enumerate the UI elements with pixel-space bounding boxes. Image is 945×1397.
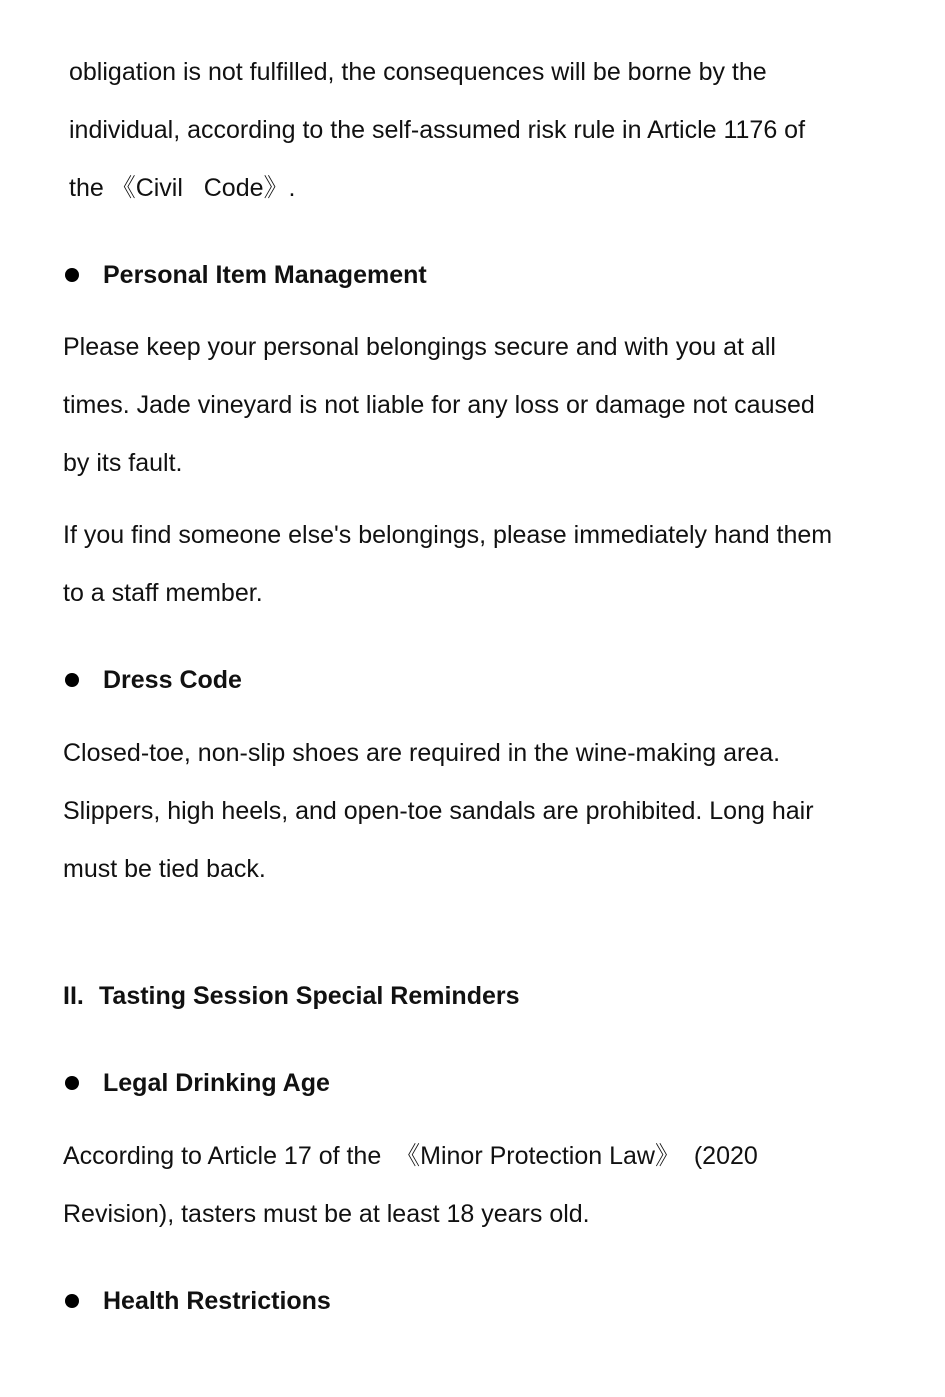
intro-line-2: individual, according to the self-assumed risk rule in Article 1176 of (69, 116, 806, 144)
bullet-icon (65, 673, 79, 687)
personal-item-para1-line-3: by its fault. (63, 449, 183, 477)
personal-item-para1-line-1: Please keep your personal belongings secure and with you at all (63, 333, 776, 361)
personal-item-para1-line-2: times. Jade vineyard is not liable for any loss or damage not caused (63, 391, 815, 419)
personal-item-para2-line-2: to a staff member. (63, 579, 263, 607)
bullet-icon (65, 1076, 79, 1090)
personal-item-para2-line-1: If you find someone else's belongings, please immediately hand them (63, 521, 833, 549)
dress-code-line-1: Closed-toe, non-slip shoes are required in the wine-making area. (63, 739, 781, 767)
section-title: Tasting Session Special Reminders (99, 982, 520, 1010)
legal-age-line-1: According to Article 17 of the 《Minor Protection Law》 (2020 (63, 1142, 758, 1170)
legal-age-heading: Legal Drinking Age (103, 1069, 330, 1097)
dress-code-heading: Dress Code (103, 666, 242, 694)
section-number: II. (63, 982, 84, 1010)
bullet-icon (65, 1294, 79, 1308)
dress-code-line-2: Slippers, high heels, and open-toe sandals are prohibited. Long hair (63, 797, 814, 825)
bullet-icon (65, 268, 79, 282)
legal-age-line-2: Revision), tasters must be at least 18 years old. (63, 1200, 590, 1228)
personal-item-heading: Personal Item Management (103, 261, 427, 289)
health-heading: Health Restrictions (103, 1287, 331, 1315)
intro-line-1: obligation is not fulfilled, the consequences will be borne by the (69, 58, 767, 86)
intro-line-3: the 《Civil Code》. (69, 174, 296, 202)
dress-code-line-3: must be tied back. (63, 855, 266, 883)
